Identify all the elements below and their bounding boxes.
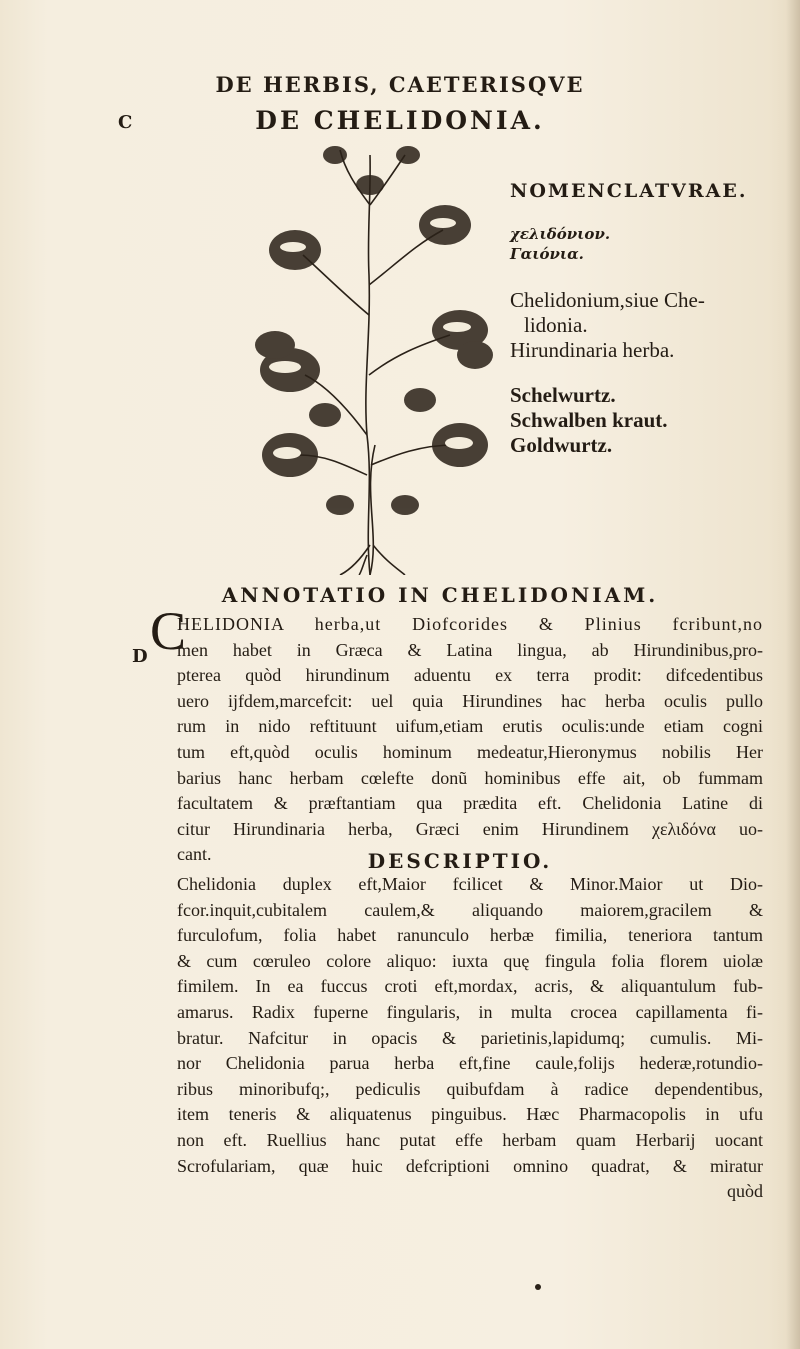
text-line: amarus. Radix fuperne fingularis, in multa crocea capillamenta fi- [177,1001,763,1022]
margin-letter-c: C [118,112,133,133]
text-line: furculofum, folia habet ranunculo herbæ fimilia, teneriora tantum [177,925,763,946]
text-line: fimilem. In ea fuccus croti eft,mordax, acris, & aliquantulum fub- [177,976,763,997]
text-line: barius hanc herbam cœlefte donũ hominibus effe ait, ob fummam [177,767,763,788]
annotatio-heading: ANNOTATIO IN CHELIDONIAM. [221,583,659,607]
chelidonium-woodcut-illustration [245,145,495,575]
latin-name-line: lidonia. [524,313,588,337]
running-head: DE HERBIS, CAETERISQVE [215,72,585,97]
latin-name-line: Hirundinaria herba. [510,338,675,362]
text-line: & cum cœruleo colore aliquo: iuxta quę fingula folia florem uiolæ [177,950,763,971]
text-line: men habet in Græca & Latina lingua, ab Hirundinibus,pro- [177,639,763,660]
text-line: pterea quòd hirundinum aduentu ex terra prodit: difcedentibus [177,665,763,686]
greek-name-2: Γαιόνια. [510,245,584,263]
greek-name-1: χελιδόνιον. [510,225,611,243]
text-line: facultatem & præftantiam qua prædita eft. Chelidonia Latine di [177,793,763,814]
nomenclature-block [510,180,790,458]
text-line: ribus minoribufq;, pediculis quibufdam à radice dependentibus, [177,1078,763,1099]
page-title: DE CHELIDONIA. [255,106,545,135]
text-line: rum in nido reftituunt uifum,etiam erutis oculis:unde etiam cogni [177,716,763,737]
text-line: bratur. Nafcitur in opacis & parietinis,lapidumq; cumulis. Mi- [177,1027,763,1048]
text-line: fcor.inquit,cubitalem caulem,& aliquando maiorem,gracilem & [177,899,763,920]
descriptio-heading: DESCRIPTIO. [367,849,553,873]
text-line: cant. [177,844,212,865]
descriptio-text [177,872,763,1205]
german-names [510,383,790,458]
text-line: non eft. Ruellius hanc putat effe herbam quam Herbarij uocant [177,1129,763,1150]
drop-capital: C [150,601,187,661]
text-line: citur Hirundinaria herba, Græci enim Hirundinem χελιδόνα uo- [177,818,763,839]
german-name-line: Goldwurtz. [510,433,613,457]
german-name-line: Schwalben kraut. [510,408,668,432]
german-name-line: Schelwurtz. [510,383,616,407]
text-line: tum eft,quòd oculis hominum medeatur,Hieronymus nobilis Her [177,741,763,762]
text-line: nor Chelidonia parua herba eft,fine caule,folijs hederæ,rotundio- [177,1053,763,1074]
latin-name-line: Chelidonium,siue Che- [510,288,705,312]
text-line: item teneris & aliquatenus pinguibus. Hæc Pharmacopolis in ufu [177,1104,763,1125]
margin-letter-d: D [132,646,148,667]
nomenclature-heading: NOMENCLATVRAE. [510,180,748,202]
annotatio-text [177,612,763,868]
ink-dot [535,1284,541,1290]
text-line: uero ijfdem,marcefcit: uel quia Hirundines hac herba oculis pullo [177,690,763,711]
text-line: Chelidonia duplex eft,Maior fcilicet & Minor.Maior ut Dio- [177,874,763,894]
latin-names [510,288,790,363]
catchword: quòd [727,1181,763,1202]
text-line: Scrofulariam, quæ huic defcriptioni omnino quadrat, & miratur [177,1155,763,1176]
text-line: HELIDONIA herba,ut Diofcorides & Plinius fcribunt,no [177,614,763,634]
